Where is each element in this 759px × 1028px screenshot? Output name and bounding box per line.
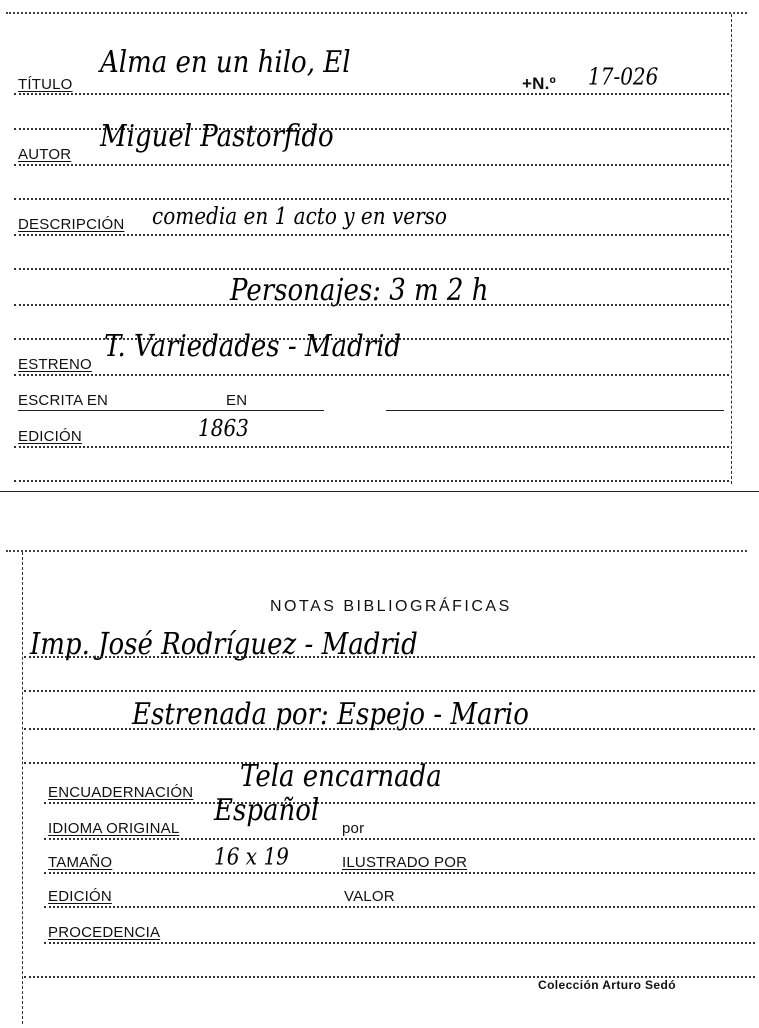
procedencia-label: PROCEDENCIA: [48, 924, 161, 941]
rule-line: [44, 872, 755, 874]
escrita-en-underline-2: [386, 410, 724, 411]
escrita-en-label2: EN: [226, 392, 248, 409]
valor-label: VALOR: [344, 888, 395, 905]
escrita-en-label: ESCRITA EN: [18, 392, 109, 409]
descripcion-value: comedia en 1 acto y en verso: [152, 202, 447, 230]
rule-line: [44, 838, 755, 840]
rule-line: [14, 304, 729, 306]
notas-heading: NOTAS BIBLIOGRÁFICAS: [270, 598, 512, 615]
autor-value: Miguel Pastorfido: [100, 119, 334, 154]
idioma-label: IDIOMA ORIGINAL: [48, 820, 180, 837]
tamano-label: TAMAÑO: [48, 854, 113, 871]
rule-line: [14, 446, 729, 448]
titulo-label: TÍTULO: [18, 76, 73, 93]
collection-footer: Colección Arturo Sedó: [538, 978, 676, 992]
rule-line: [24, 656, 755, 658]
rule-line: [14, 480, 729, 482]
edicion2-label: EDICIÓN: [48, 888, 112, 905]
rule-line: [14, 374, 729, 376]
estreno-label: ESTRENO: [18, 356, 92, 373]
rule-line: [14, 234, 729, 236]
catalog-card-top: [0, 0, 759, 492]
ilustrado-label: ILUSTRADO POR: [342, 854, 468, 871]
encuadernacion-label: ENCUADERNACIÓN: [48, 784, 194, 801]
card-top-edge: [6, 12, 747, 14]
autor-label: AUTOR: [18, 146, 72, 163]
edicion-value: 1863: [198, 414, 249, 442]
tamano-value: 16 x 19: [214, 842, 289, 870]
descripcion-extra: Personajes: 3 m 2 h: [230, 273, 489, 308]
rule-line: [14, 164, 729, 166]
estreno-value: T. Variedades - Madrid: [104, 329, 402, 364]
descripcion-label: DESCRIPCIÓN: [18, 216, 125, 233]
card-top-edge: [6, 550, 747, 552]
titulo-value: Alma en un hilo, El: [100, 45, 351, 80]
escrita-en-underline: [18, 410, 324, 411]
card-right-edge: [731, 14, 732, 484]
rule-line: [44, 906, 755, 908]
rule-line: [24, 728, 755, 730]
numero-label: +N.º: [522, 74, 556, 93]
rule-line: [14, 198, 729, 200]
note-line-2: Estrenada por: Espejo - Mario: [132, 697, 529, 732]
rule-line: [14, 93, 729, 95]
numero-value: 17-026: [588, 62, 659, 90]
idioma-value: Español: [214, 793, 320, 828]
catalog-card-bottom: [0, 540, 759, 1028]
rule-line: [14, 268, 729, 270]
card-bottom-edge: [0, 491, 759, 492]
note-line-1: Imp. José Rodríguez - Madrid: [30, 627, 418, 662]
rule-line: [24, 690, 755, 692]
edicion-label: EDICIÓN: [18, 428, 82, 445]
card-left-edge: [22, 552, 23, 1024]
por-label: por: [342, 820, 365, 837]
encuadernacion-value: Tela encarnada: [240, 759, 442, 794]
rule-line: [44, 802, 755, 804]
rule-line: [44, 942, 755, 944]
